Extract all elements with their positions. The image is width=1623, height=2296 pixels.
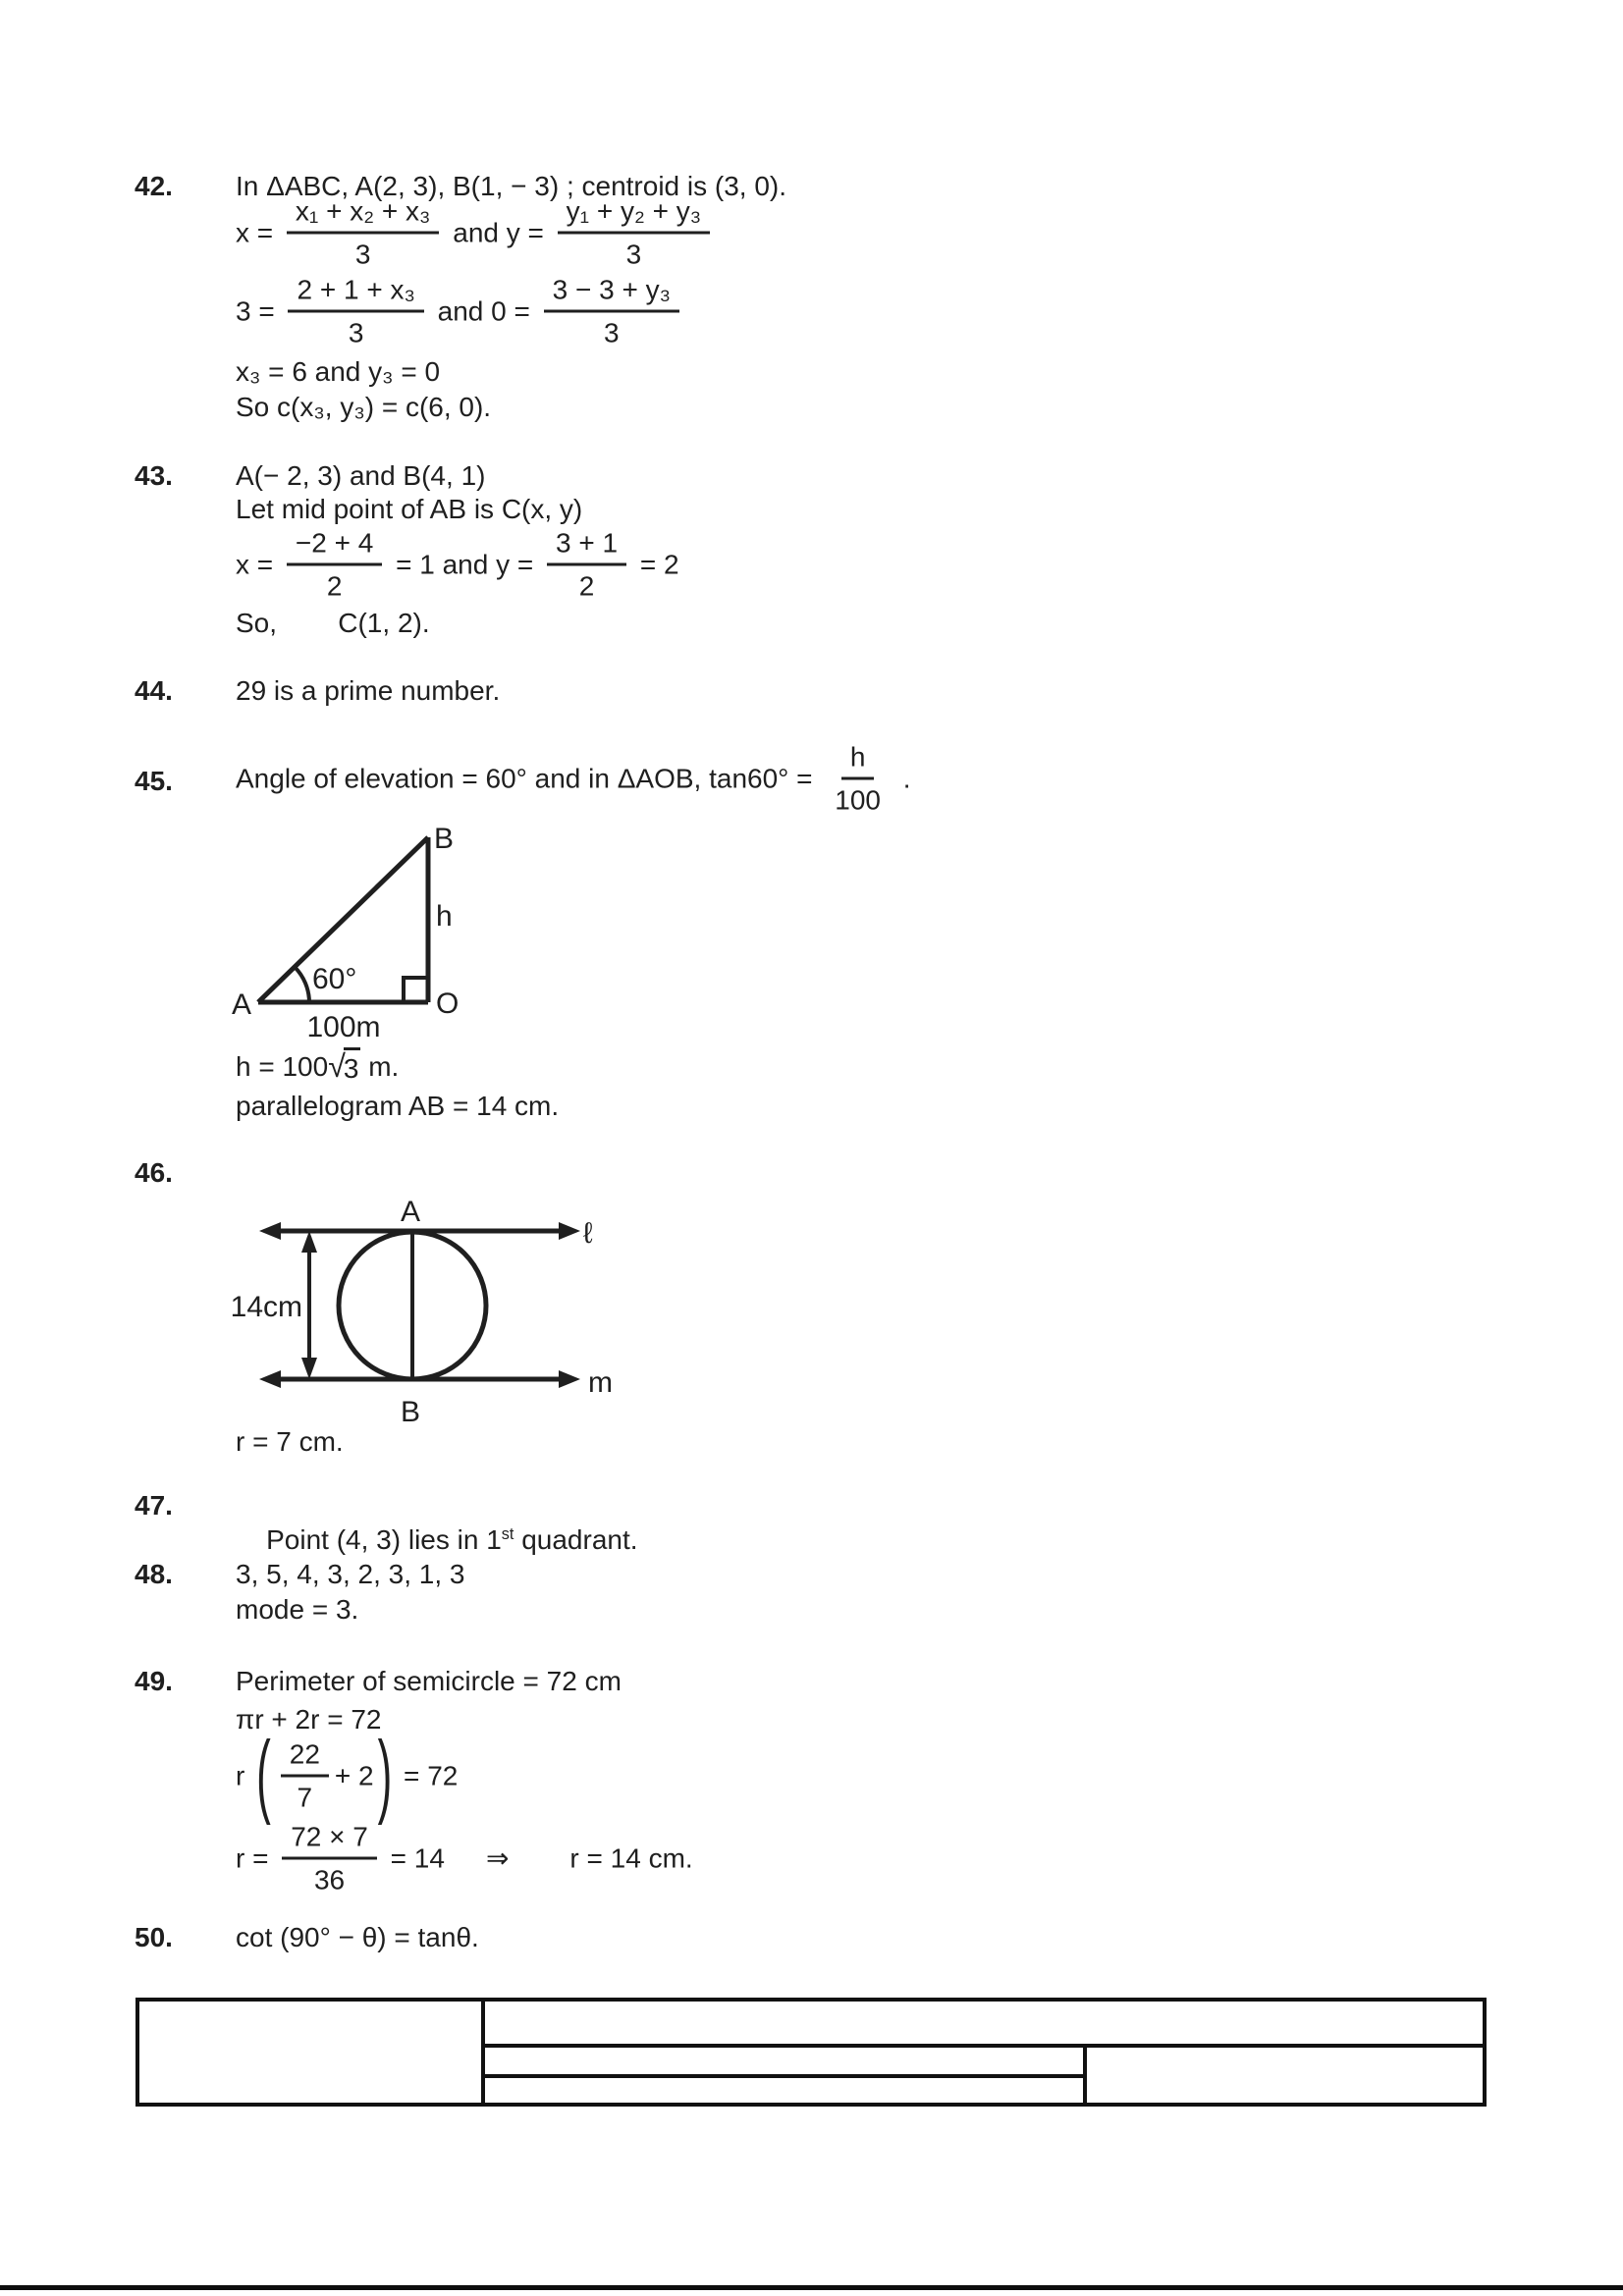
question-number-46: 46. [135, 1157, 173, 1188]
q50-line1: cot (90° − θ) = tanθ. [236, 1922, 479, 1952]
q43-line1: A(− 2, 3) and B(4, 1) [236, 460, 486, 491]
table-cell-left [139, 2002, 485, 2103]
eq-text: . [895, 763, 911, 794]
ordinal-superscript: st [501, 1524, 514, 1543]
eq-text: x = [236, 549, 281, 580]
fraction [282, 1819, 377, 1898]
angle-label: 60° [312, 963, 357, 995]
q49-equation-1 [236, 1723, 459, 1827]
q45-line1 [236, 739, 911, 819]
eq-result: r = 14 cm. [569, 1842, 693, 1874]
arrowhead-right-l [559, 1222, 580, 1240]
table-cell-middle-row2 [485, 2048, 1087, 2078]
fraction-denominator: 3 [604, 317, 620, 348]
right-angle-mark [404, 978, 426, 1000]
fraction-numerator: h [841, 739, 875, 780]
eq-text: and 0 = [429, 295, 538, 327]
fraction [547, 525, 626, 605]
table-cell-middle-row3 [485, 2078, 1087, 2103]
line-label-l: ℓ [583, 1217, 593, 1250]
eq-text: 3 = [236, 295, 283, 327]
question-number-42: 42. [135, 171, 173, 201]
circle-between-parallel-lines-diagram [226, 1190, 648, 1430]
eq-text: = 2 [632, 549, 679, 580]
line-label-m: m [588, 1366, 613, 1399]
question-number-45: 45. [135, 766, 173, 796]
fraction [281, 1736, 329, 1816]
fraction-numerator: 3 + 1 [547, 525, 626, 566]
base-length-label: 100m [306, 1011, 381, 1043]
answer-table [135, 1998, 1487, 2107]
table-cell-top-right [485, 2002, 1483, 2048]
fraction-numerator: 3 − 3 + y₃ [544, 272, 679, 313]
point-label-b: B [400, 1396, 421, 1428]
q49-equation-2 [236, 1819, 693, 1898]
fraction-denominator: 2 [578, 570, 595, 602]
q48-line1: 3, 5, 4, 3, 2, 3, 1, 3 [236, 1559, 465, 1589]
width-label: 14cm [230, 1291, 302, 1323]
q47-text-pre: Point (4, 3) lies in 1 [266, 1524, 502, 1555]
arrowhead-left-l [259, 1222, 281, 1240]
vertex-label-o: O [436, 988, 460, 1020]
fraction-denominator: 36 [313, 1864, 346, 1896]
fraction-denominator: 3 [348, 317, 364, 348]
fraction-numerator: −2 + 4 [287, 525, 382, 566]
eq-text: = 1 and y = [388, 549, 541, 580]
arrowhead-right-m [559, 1370, 580, 1388]
question-number-50: 50. [135, 1922, 173, 1952]
arrowhead-down-measure [301, 1358, 317, 1379]
fraction [287, 193, 440, 273]
q43-line3: So, C(1, 2). [236, 608, 430, 638]
q46-line1: r = 7 cm. [236, 1426, 344, 1457]
fraction [288, 272, 423, 351]
q44-line1: 29 is a prime number. [236, 675, 501, 706]
question-number-49: 49. [135, 1666, 173, 1696]
fraction-numerator: 22 [281, 1736, 329, 1778]
fraction-denominator: 7 [297, 1782, 313, 1813]
fraction-numerator: 72 × 7 [282, 1819, 377, 1860]
fraction-denominator: 2 [326, 570, 343, 602]
eq-text: = 14 [382, 1842, 445, 1874]
q42-line2: x₃ = 6 and y₃ = 0 [236, 356, 441, 387]
eq-text: r = [236, 1842, 277, 1874]
radical-icon: √ [328, 1048, 346, 1084]
q42-equation-2 [236, 272, 685, 351]
eq-text: = 72 [396, 1760, 459, 1791]
radicand: 3 [344, 1047, 361, 1086]
q42-equation-1 [236, 193, 716, 273]
close-paren: ) [377, 1723, 393, 1827]
page-bottom-rule [0, 2285, 1623, 2290]
question-number-48: 48. [135, 1559, 173, 1589]
fraction [826, 739, 890, 819]
angle-arc [295, 967, 309, 1002]
eq-text: + 2 [334, 1760, 374, 1791]
q42-line1: In ΔABC, A(2, 3), B(1, − 3) ; centroid is (3, 0). [236, 171, 787, 201]
fraction-numerator: 2 + 1 + x₃ [288, 272, 423, 313]
q42-line3: So c(x₃, y₃) = c(6, 0). [236, 392, 492, 422]
q47-text-post: quadrant. [514, 1524, 638, 1555]
table-cell-right [1087, 2048, 1483, 2103]
elevation-triangle-diagram [221, 820, 658, 1045]
fraction-numerator: y₁ + y₂ + y₃ [558, 193, 711, 235]
vertex-label-b: B [434, 823, 455, 855]
q49-line2: πr + 2r = 72 [236, 1704, 382, 1735]
fraction-denominator: 3 [354, 239, 371, 270]
open-paren: ( [256, 1723, 271, 1827]
fraction [287, 525, 382, 605]
eq-text: Angle of elevation = 60° and in ΔAOB, tan60° = [236, 763, 821, 794]
q43-line2: Let mid point of AB is C(x, y) [236, 494, 583, 524]
vertex-label-a: A [231, 988, 251, 1021]
fraction-numerator: x₁ + x₂ + x₃ [287, 193, 440, 235]
implies-icon: ⇒ [485, 1842, 510, 1874]
eq-text: h = 100 [236, 1050, 329, 1082]
q43-equation-1 [236, 525, 679, 605]
fraction [544, 272, 679, 351]
fraction-denominator: 3 [625, 239, 642, 270]
height-label: h [436, 900, 453, 933]
arrowhead-up-measure [301, 1231, 317, 1253]
q48-line2: mode = 3. [236, 1594, 359, 1625]
question-number-43: 43. [135, 460, 173, 491]
question-number-47: 47. [135, 1490, 173, 1521]
q45-line3: parallelogram AB = 14 cm. [236, 1091, 560, 1121]
point-label-a: A [400, 1196, 421, 1228]
q49-line1: Perimeter of semicircle = 72 cm [236, 1666, 622, 1696]
fraction [558, 193, 711, 273]
q45-line2 [236, 1046, 399, 1086]
eq-text: x = [236, 217, 281, 248]
eq-text: and y = [445, 217, 552, 248]
eq-text: r [236, 1760, 253, 1791]
arrowhead-left-m [259, 1370, 281, 1388]
fraction-denominator: 100 [835, 784, 881, 816]
eq-text: m. [360, 1050, 400, 1082]
question-number-44: 44. [135, 675, 173, 706]
